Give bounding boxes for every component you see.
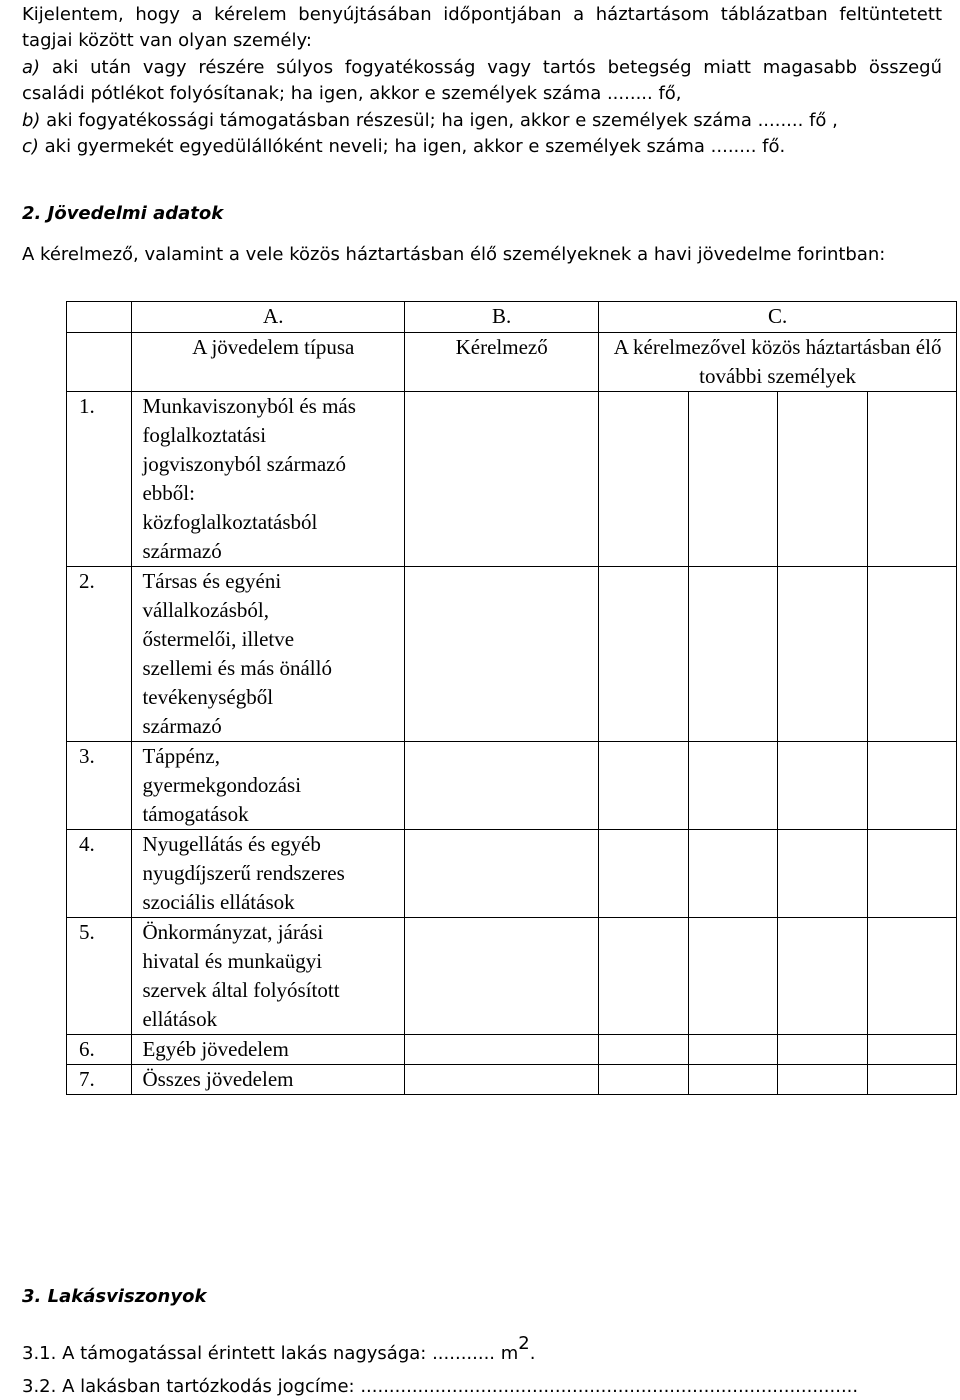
table-row [67, 742, 957, 830]
household-cell[interactable] [599, 830, 688, 918]
table-row [67, 1035, 957, 1065]
intro-line-2: tagjai között van olyan személy: [22, 30, 312, 52]
table-letter-row [67, 302, 957, 333]
applicant-cell[interactable] [405, 392, 599, 567]
section-3-item-1 [22, 1333, 535, 1364]
applicant-cell[interactable] [405, 830, 599, 918]
income-table [66, 301, 957, 1095]
section-3-title: 3. Lakásviszonyok [22, 1286, 207, 1307]
household-cell[interactable] [688, 1035, 777, 1065]
applicant-cell[interactable] [405, 1035, 599, 1065]
row-number: 7. [67, 1065, 132, 1095]
intro-item-a-line-2: családi pótlékot folyósítanak; ha igen, akkor e személyek száma ........ fő, [22, 83, 682, 105]
apartment-size-end: . [529, 1343, 536, 1364]
item-c-marker: c) [22, 136, 39, 158]
row-label: Munkaviszonyból és más foglalkoztatási jogviszonyból származó ebből: közfoglalkoztatásból származó [132, 392, 405, 567]
household-cell[interactable] [778, 392, 867, 567]
household-cell[interactable] [688, 392, 777, 567]
row-label: Táppénz, gyermekgondozási támogatások [132, 742, 405, 830]
intro-statement [22, 2, 942, 160]
table-row [67, 1065, 957, 1095]
table-row [67, 392, 957, 567]
row-number: 5. [67, 918, 132, 1035]
item-a-text: aki után vagy részére súlyos fogyatékosság vagy tartós betegség miatt magasabb összegű [40, 56, 942, 78]
section-2-description: A kérelmező, valamint a vele közös háztartásban élő személyeknek a havi jövedelme forintban: [22, 244, 886, 265]
household-cell[interactable] [599, 1065, 688, 1095]
household-cell[interactable] [688, 830, 777, 918]
household-cell[interactable] [867, 918, 957, 1035]
row-label: Önkormányzat, járási hivatal és munkaügyi szervek által folyósított ellátások [132, 918, 405, 1035]
row-number: 2. [67, 567, 132, 742]
column-header-household-members: A kérelmezővel közös háztartásban élő további személyek [599, 333, 957, 392]
column-letter-c: C. [599, 302, 957, 333]
intro-item-b [22, 108, 942, 134]
table-header-row [67, 333, 957, 392]
household-cell[interactable] [867, 742, 957, 830]
table-corner-cell [67, 302, 132, 333]
applicant-cell[interactable] [405, 567, 599, 742]
item-a-marker: a) [22, 56, 41, 78]
household-cell[interactable] [778, 1035, 867, 1065]
row-label: Társas és egyéni vállalkozásból, őstermelői, illetve szellemi és más önálló tevékenységből származó [132, 567, 405, 742]
household-cell[interactable] [688, 1065, 777, 1095]
applicant-cell[interactable] [405, 918, 599, 1035]
household-cell[interactable] [778, 830, 867, 918]
household-cell[interactable] [599, 567, 688, 742]
applicant-cell[interactable] [405, 1065, 599, 1095]
household-cell[interactable] [867, 1035, 957, 1065]
row-number: 4. [67, 830, 132, 918]
section-2-title: 2. Jövedelmi adatok [22, 203, 224, 224]
column-header-income-type: A jövedelem típusa [132, 333, 405, 392]
apartment-size-text: 3.1. A támogatással érintett lakás nagysága: ........... m [22, 1343, 519, 1364]
household-cell[interactable] [867, 392, 957, 567]
column-header-applicant: Kérelmező [405, 333, 599, 392]
row-label: Egyéb jövedelem [132, 1035, 405, 1065]
column-letter-a: A. [132, 302, 405, 333]
item-b-marker: b) [22, 109, 41, 131]
applicant-cell[interactable] [405, 742, 599, 830]
household-cell[interactable] [867, 567, 957, 742]
household-cell[interactable] [599, 1035, 688, 1065]
row-number: 1. [67, 392, 132, 567]
household-cell[interactable] [778, 567, 867, 742]
row-label: Nyugellátás és egyéb nyugdíjszerű rendszeres szociális ellátások [132, 830, 405, 918]
household-cell[interactable] [599, 392, 688, 567]
item-b-text: aki fogyatékossági támogatásban részesül; ha igen, akkor e személyek száma ........ fő , [40, 109, 838, 131]
column-letter-b: B. [405, 302, 599, 333]
table-row [67, 567, 957, 742]
row-label: Összes jövedelem [132, 1065, 405, 1095]
household-cell[interactable] [778, 918, 867, 1035]
intro-item-a-line-1 [22, 55, 942, 81]
household-cell[interactable] [867, 1065, 957, 1095]
item-c-text: aki gyermekét egyedülállóként neveli; ha igen, akkor e személyek száma ........ fő. [38, 136, 786, 158]
intro-item-c [22, 134, 942, 160]
household-cell[interactable] [599, 742, 688, 830]
household-cell[interactable] [778, 742, 867, 830]
household-cell[interactable] [778, 1065, 867, 1095]
row-number: 6. [67, 1035, 132, 1065]
row-number: 3. [67, 742, 132, 830]
table-row [67, 918, 957, 1035]
household-cell[interactable] [867, 830, 957, 918]
household-cell[interactable] [688, 918, 777, 1035]
table-row [67, 830, 957, 918]
household-cell[interactable] [688, 742, 777, 830]
square-exponent: 2 [518, 1333, 530, 1354]
household-cell[interactable] [599, 918, 688, 1035]
intro-line-1: Kijelentem, hogy a kérelem benyújtásában időpontjában a háztartásom táblázatban feltüntetett [22, 4, 942, 25]
household-cell[interactable] [688, 567, 777, 742]
section-3-item-2: 3.2. A lakásban tartózkodás jogcíme: ....................................................................................... [22, 1376, 859, 1397]
